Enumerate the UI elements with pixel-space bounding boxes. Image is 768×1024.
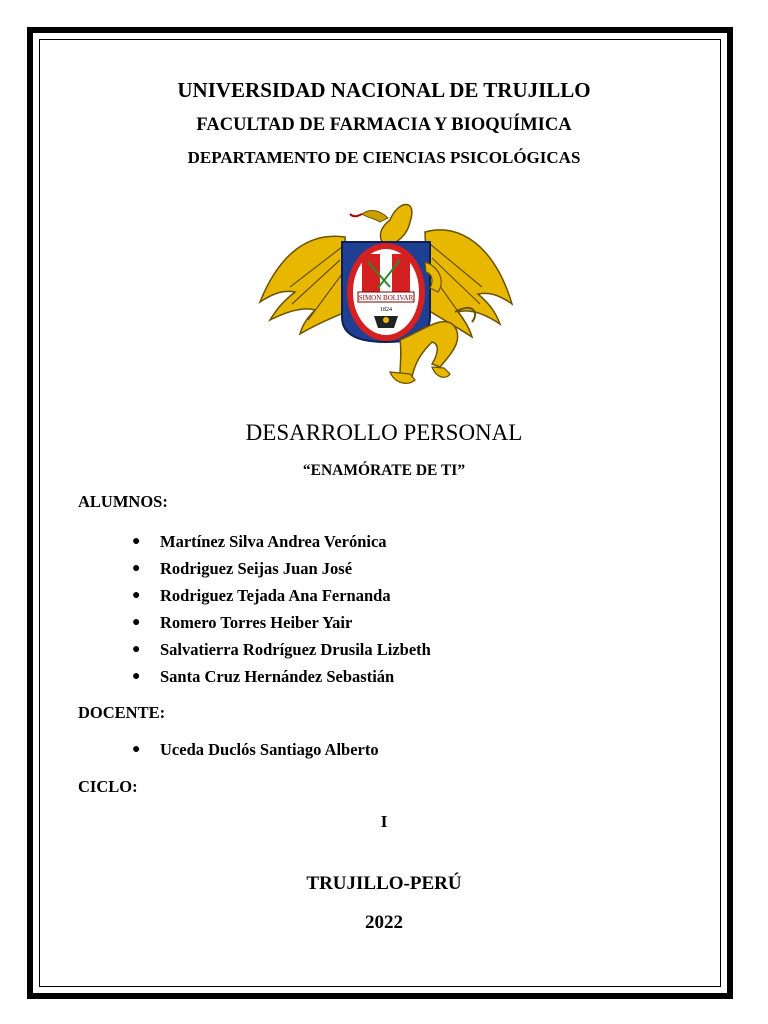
footer-place: TRUJILLO-PERÚ xyxy=(306,873,462,894)
bullet-icon: ● xyxy=(132,561,141,576)
university-crest-griffin-icon xyxy=(250,192,520,392)
teacher-label: DOCENTE: xyxy=(78,703,166,722)
teacher-list xyxy=(132,736,379,763)
student-name: Romero Torres Heiber Yair xyxy=(160,613,353,632)
teacher-name: Uceda Duclós Santiago Alberto xyxy=(160,740,379,759)
students-list xyxy=(132,528,431,690)
cycle-label: CICLO: xyxy=(78,777,138,796)
list-item xyxy=(132,736,379,763)
faculty-name: FACULTAD DE FARMACIA Y BIOQUÍMICA xyxy=(196,115,572,135)
student-name: Martínez Silva Andrea Verónica xyxy=(160,532,387,551)
bullet-icon: ● xyxy=(132,742,141,757)
student-name: Rodriguez Seijas Juan José xyxy=(160,559,353,578)
bullet-icon: ● xyxy=(132,615,141,630)
bullet-icon: ● xyxy=(132,534,141,549)
student-name: Salvatierra Rodríguez Drusila Lizbeth xyxy=(160,640,431,659)
bullet-icon: ● xyxy=(132,588,141,603)
list-item xyxy=(132,609,431,636)
student-name: Rodriguez Tejada Ana Fernanda xyxy=(160,586,391,605)
crest-year-text: 1824 xyxy=(380,307,392,313)
course-subtitle: “ENAMÓRATE DE TI” xyxy=(302,462,466,479)
university-name: UNIVERSIDAD NACIONAL DE TRUJILLO xyxy=(177,78,591,102)
department-name: DEPARTAMENTO DE CIENCIAS PSICOLÓGICAS xyxy=(187,148,581,167)
cycle-value: I xyxy=(380,812,388,831)
list-item xyxy=(132,582,431,609)
footer-year: 2022 xyxy=(365,912,403,933)
crest-ribbon-text: SIMON BOLIVAR xyxy=(358,294,414,302)
course-title: DESARROLLO PERSONAL xyxy=(245,420,523,445)
bullet-icon: ● xyxy=(132,642,141,657)
list-item xyxy=(132,663,431,690)
list-item xyxy=(132,555,431,582)
list-item xyxy=(132,528,431,555)
list-item xyxy=(132,636,431,663)
bullet-icon: ● xyxy=(132,669,141,684)
student-name: Santa Cruz Hernández Sebastián xyxy=(160,667,395,686)
page-border-inner xyxy=(39,39,721,987)
students-label: ALUMNOS: xyxy=(78,492,168,511)
